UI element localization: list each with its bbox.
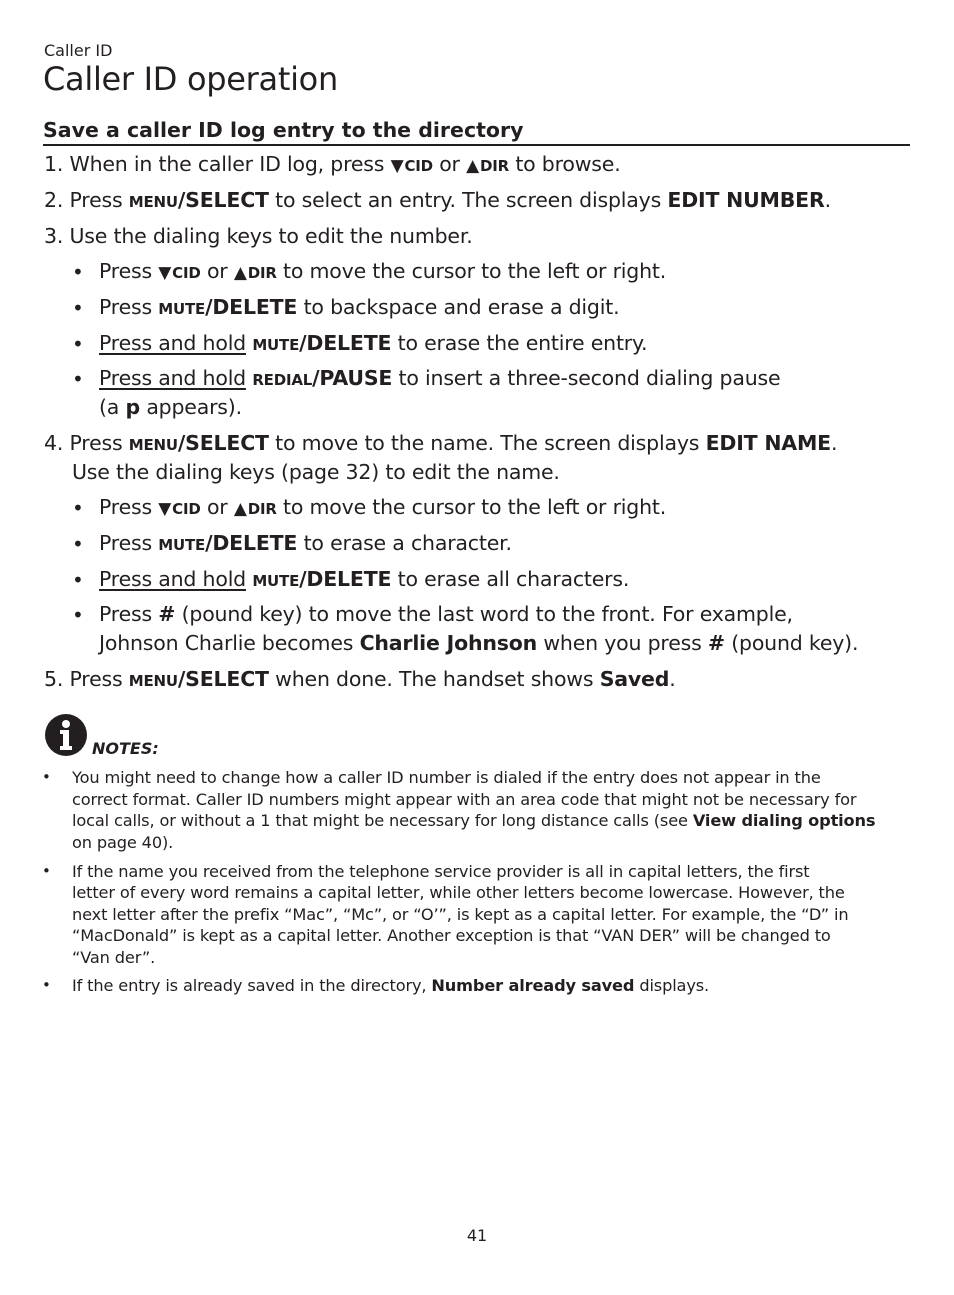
press-and-hold-text: Press and hold (99, 331, 246, 355)
bullet: • (72, 367, 84, 391)
redial-key: REDIAL (252, 371, 313, 389)
note-2-line-5: “Van der”. (72, 948, 156, 967)
pound-key: # (158, 602, 176, 626)
step-3: 3. Use the dialing keys to edit the number. (44, 224, 473, 248)
bullet: • (72, 568, 84, 592)
step-1: 1. When in the caller ID log, press ▼CID or ▲DIR to browse. (44, 152, 621, 176)
arrow-down-icon: ▼ (158, 263, 172, 283)
note-3: If the entry is already saved in the directory, Number already saved displays. (72, 976, 710, 995)
step-2: 2. Press MENU/SELECT to select an entry. The screen displays EDIT NUMBER. (44, 188, 831, 212)
bullet: • (72, 603, 84, 627)
cid-key: CID (404, 157, 433, 175)
press-and-hold-text: Press and hold (99, 366, 246, 390)
note-2-line-4: “MacDonald” is kept as a capital letter. Another exception is that “VAN DER” will be changed to (72, 926, 831, 945)
step-5: 5. Press MENU/SELECT when done. The handset shows Saved. (44, 667, 676, 691)
step-4-bullet-4-line-2: Johnson Charlie becomes Charlie Johnson when you press # (pound key). (99, 631, 859, 655)
step-3-bullet-1: Press ▼CID or ▲DIR to move the cursor to the left or right. (99, 259, 667, 283)
bullet: • (42, 768, 51, 786)
bullet: • (72, 332, 84, 356)
arrow-up-icon: ▲ (466, 156, 479, 176)
arrow-down-icon: ▼ (390, 156, 404, 176)
mute-key: MUTE (158, 300, 206, 318)
arrow-up-icon: ▲ (233, 263, 247, 283)
step-4-bullet-2: Press MUTE/DELETE to erase a character. (99, 531, 512, 555)
arrow-up-icon: ▲ (233, 499, 247, 519)
menu-key: MENU (128, 193, 178, 211)
bullet: • (72, 532, 84, 556)
dir-key: DIR (480, 157, 509, 175)
note-2-line-2: letter of every word remains a capital letter, while other letters become lowercase. However, the (72, 883, 845, 902)
step-3-bullet-3: Press and hold MUTE/DELETE to erase the entire entry. (99, 331, 648, 355)
page-title: Caller ID operation (43, 60, 338, 98)
arrow-down-icon: ▼ (158, 499, 172, 519)
step-4: 4. Press MENU/SELECT to move to the name. The screen displays EDIT NAME. (44, 431, 838, 455)
note-1-line-1: You might need to change how a caller ID number is dialed if the entry does not appear in the (72, 768, 821, 787)
step-4-line-2: Use the dialing keys (page 32) to edit the name. (72, 460, 560, 484)
section-label: Caller ID (44, 41, 113, 60)
step-4-bullet-3: Press and hold MUTE/DELETE to erase all characters. (99, 567, 630, 591)
note-2-line-3: next letter after the prefix “Mac”, “Mc”, or “O’”, is kept as a capital letter. For example, the “D” in (72, 905, 849, 924)
press-and-hold-text: Press and hold (99, 567, 246, 591)
notes-label: NOTES: (92, 739, 159, 758)
bullet: • (42, 976, 51, 994)
step-4-bullet-4: Press # (pound key) to move the last word to the front. For example, (99, 602, 793, 626)
bullet: • (72, 296, 84, 320)
step-3-bullet-4: Press and hold REDIAL/PAUSE to insert a three-second dialing pause (99, 366, 781, 390)
step-3-bullet-4-line-2: (a p appears). (99, 395, 242, 419)
step-4-bullet-1: Press ▼CID or ▲DIR to move the cursor to the left or right. (99, 495, 667, 519)
bullet: • (72, 496, 84, 520)
page-number: 41 (466, 1226, 488, 1245)
info-icon (44, 713, 88, 757)
bullet: • (72, 260, 84, 284)
note-1-line-2: correct format. Caller ID numbers might appear with an area code that might not be necessary for (72, 790, 857, 809)
bullet: • (42, 862, 51, 880)
section-heading: Save a caller ID log entry to the directory (43, 118, 910, 146)
note-2-line-1: If the name you received from the telephone service provider is all in capital letters, the first (72, 862, 810, 881)
step-3-bullet-2: Press MUTE/DELETE to backspace and erase a digit. (99, 295, 620, 319)
note-1-line-3: local calls, or without a 1 that might be necessary for long distance calls (see View dialing options (72, 811, 876, 830)
note-1-line-4: on page 40). (72, 833, 174, 852)
